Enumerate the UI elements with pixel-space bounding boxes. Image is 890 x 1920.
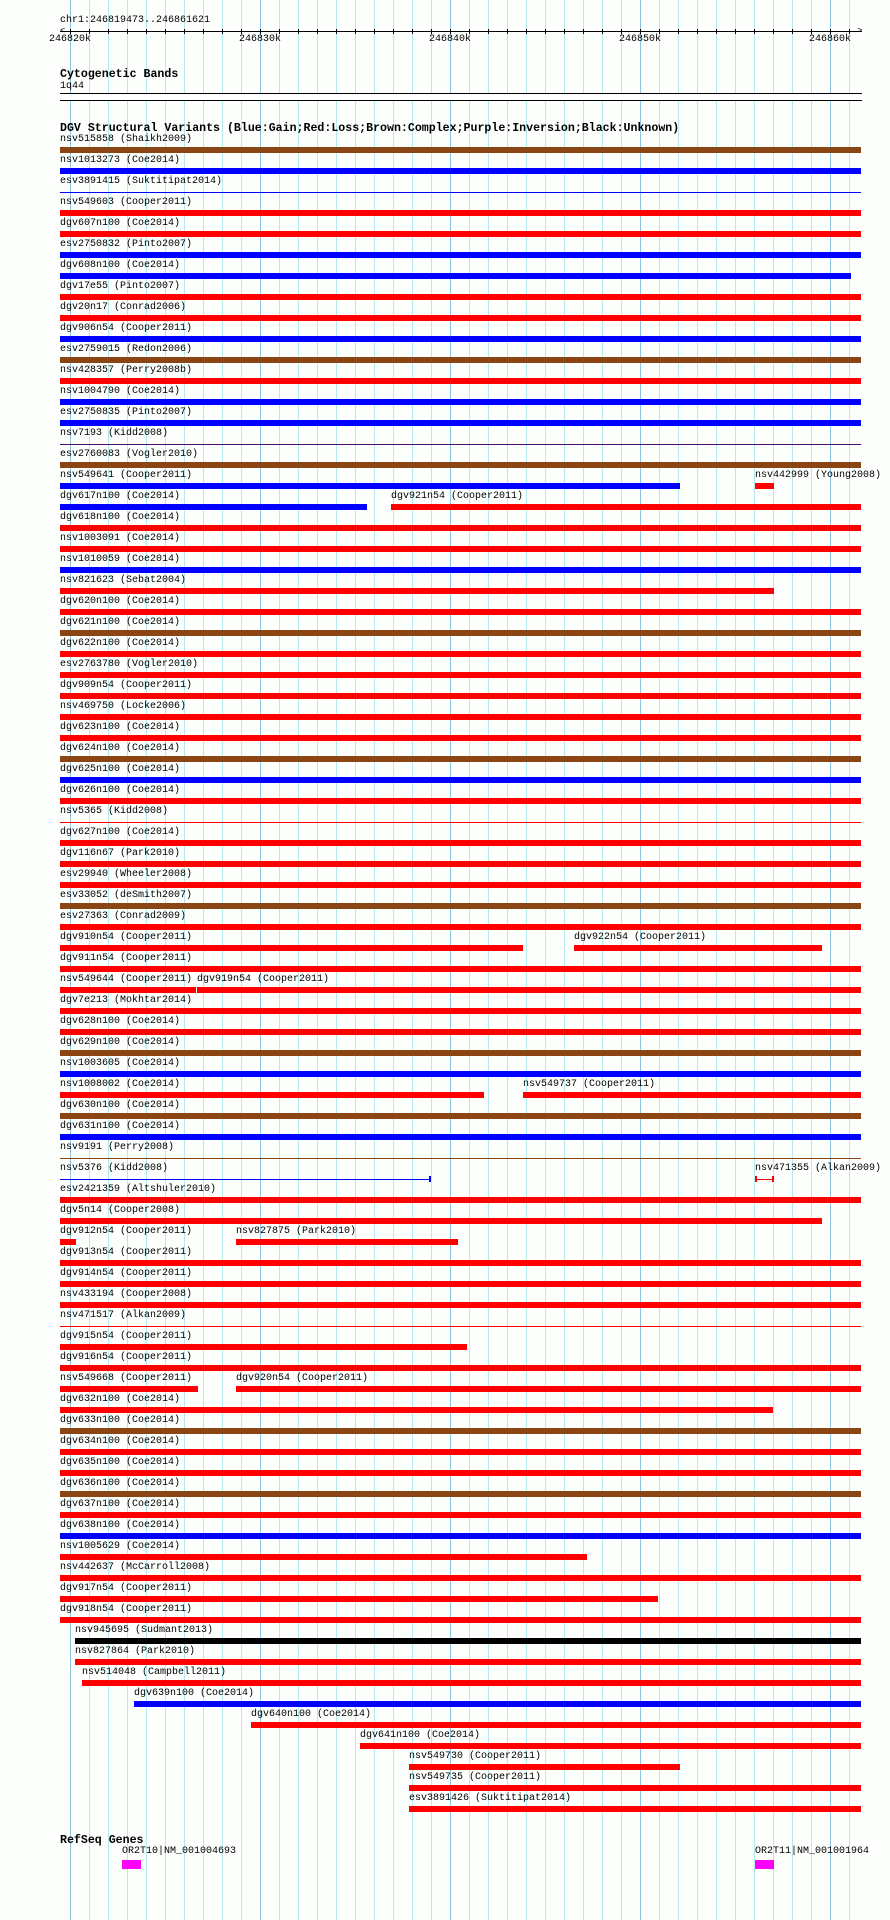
variant-loss-feature[interactable]	[391, 504, 861, 510]
variant-loss-feature[interactable]	[60, 315, 861, 321]
variant-label[interactable]: nsv471517 (Alkan2009)	[60, 1310, 187, 1321]
ruler-tick-label: 246840k	[429, 34, 472, 45]
variant-label[interactable]: esv2760083 (Vogler2010)	[60, 449, 199, 460]
ruler-tick	[507, 29, 508, 34]
variant-loss-feature[interactable]	[60, 546, 861, 552]
ruler-tick	[374, 29, 375, 34]
variant-label[interactable]: nsv549737 (Cooper2011)	[523, 1079, 656, 1090]
ruler-tick	[317, 29, 318, 34]
minor-grid-line	[488, 0, 489, 1920]
variant-loss-feature[interactable]	[60, 1617, 861, 1623]
minor-grid-line	[317, 0, 318, 1920]
variant-loss-feature[interactable]	[75, 1659, 861, 1665]
variant-loss-feature[interactable]	[409, 1806, 861, 1812]
variant-label[interactable]: nsv1008002 (Coe2014)	[60, 1079, 181, 1090]
variant-label[interactable]: dgv919n54 (Cooper2011)	[197, 974, 330, 985]
variant-label[interactable]: nsv9191 (Perry2008)	[60, 1142, 175, 1153]
minor-grid-line	[545, 0, 546, 1920]
feature-end-cap	[772, 1176, 774, 1182]
variant-gain-feature[interactable]	[60, 273, 851, 279]
variant-complex-feature[interactable]	[60, 147, 861, 153]
variant-label[interactable]: esv2421359 (Altshuler2010)	[60, 1184, 217, 1195]
minor-grid-line	[678, 0, 679, 1920]
variant-label[interactable]: dgv921n54 (Cooper2011)	[391, 491, 524, 502]
variant-label[interactable]: esv27363 (Conrad2009)	[60, 911, 187, 922]
ruler-tick	[526, 29, 527, 34]
variant-label[interactable]: dgv627n100 (Coe2014)	[60, 827, 181, 838]
major-grid-line	[640, 0, 641, 1920]
variant-loss-feature[interactable]	[755, 483, 774, 489]
variant-complex-feature[interactable]	[60, 903, 861, 909]
variant-label[interactable]: dgv618n100 (Coe2014)	[60, 512, 181, 523]
variant-label[interactable]: nsv471355 (Alkan2009)	[755, 1163, 882, 1174]
variant-loss-feature[interactable]	[60, 840, 861, 846]
variant-label[interactable]: dgv920n54 (Cooper2011)	[236, 1373, 369, 1384]
variant-loss-feature[interactable]	[60, 882, 861, 888]
ruler-tick	[203, 29, 204, 34]
variant-label[interactable]: dgv607n100 (Coe2014)	[60, 218, 181, 229]
variant-gain-feature[interactable]	[60, 567, 861, 573]
variant-loss-feature[interactable]	[60, 1260, 861, 1266]
variant-gain-feature[interactable]	[60, 1134, 861, 1140]
ruler-tick	[393, 29, 394, 34]
variant-label[interactable]: esv2759015 (Redon2006)	[60, 344, 193, 355]
variant-loss-feature[interactable]	[236, 1386, 861, 1392]
variant-complex-feature[interactable]	[60, 630, 861, 636]
variant-label[interactable]: nsv442999 (Young2008)	[755, 470, 882, 481]
variant-label[interactable]: dgv909n54 (Cooper2011)	[60, 680, 193, 691]
ruler-tick	[697, 29, 698, 34]
variant-loss-feature[interactable]	[574, 945, 822, 951]
variant-loss-feature[interactable]	[523, 1092, 861, 1098]
variant-loss-feature[interactable]	[60, 1386, 198, 1392]
minor-grid-line	[469, 0, 470, 1920]
variant-label[interactable]: dgv914n54 (Cooper2011)	[60, 1268, 193, 1279]
minor-grid-line	[507, 0, 508, 1920]
variant-label[interactable]: dgv922n54 (Cooper2011)	[574, 932, 707, 943]
minor-grid-line	[716, 0, 717, 1920]
variant-label[interactable]: dgv916n54 (Cooper2011)	[60, 1352, 193, 1363]
minor-grid-line	[564, 0, 565, 1920]
variant-loss-feature[interactable]	[60, 1239, 76, 1245]
variant-loss-feature[interactable]	[60, 924, 861, 930]
variant-label[interactable]: nsv549730 (Cooper2011)	[409, 1751, 542, 1762]
variant-loss-feature[interactable]	[60, 609, 861, 615]
variant-label[interactable]: nsv549644 (Cooper2011)	[60, 974, 193, 985]
variant-label[interactable]: dgv621n100 (Coe2014)	[60, 617, 181, 628]
variant-loss-feature[interactable]	[60, 693, 861, 699]
ruler-tick	[412, 29, 413, 34]
minor-grid-line	[393, 0, 394, 1920]
variant-label[interactable]: dgv630n100 (Coe2014)	[60, 1100, 181, 1111]
ruler-tick	[678, 29, 679, 34]
variant-gain-feature[interactable]	[60, 1179, 431, 1180]
minor-grid-line	[602, 0, 603, 1920]
variant-complex-feature[interactable]	[60, 357, 861, 363]
minor-grid-line	[754, 0, 755, 1920]
ruler-tick	[184, 29, 185, 34]
variant-loss-feature[interactable]	[60, 822, 861, 823]
variant-gain-feature[interactable]	[60, 399, 861, 405]
ruler-tick-label: 246820k	[49, 34, 92, 45]
variant-loss-feature[interactable]	[60, 231, 861, 237]
minor-grid-line	[773, 0, 774, 1920]
variant-loss-feature[interactable]	[60, 525, 861, 531]
variant-label[interactable]: nsv549668 (Cooper2011)	[60, 1373, 193, 1384]
cytoband-1q44[interactable]	[60, 93, 862, 101]
variant-label[interactable]: esv29940 (Wheeler2008)	[60, 869, 193, 880]
variant-label[interactable]: dgv639n100 (Coe2014)	[134, 1688, 255, 1699]
variant-label[interactable]: esv2750835 (Pinto2007)	[60, 407, 193, 418]
variant-loss-feature[interactable]	[60, 1008, 861, 1014]
variant-inversion-feature[interactable]	[60, 444, 861, 445]
variant-label[interactable]: dgv913n54 (Cooper2011)	[60, 1247, 193, 1258]
variant-loss-feature[interactable]	[60, 1218, 822, 1224]
variant-label[interactable]: dgv625n100 (Coe2014)	[60, 764, 181, 775]
variant-label[interactable]: nsv549603 (Cooper2011)	[60, 197, 193, 208]
variant-loss-feature[interactable]	[60, 861, 861, 867]
variant-label[interactable]: nsv827864 (Park2010)	[75, 1646, 196, 1657]
variant-complex-feature[interactable]	[60, 756, 861, 762]
cytoband-track-title: Cytogenetic Bands	[60, 68, 179, 81]
variant-loss-feature[interactable]	[60, 672, 861, 678]
minor-grid-line	[849, 0, 850, 1920]
variant-label[interactable]: dgv631n100 (Coe2014)	[60, 1121, 181, 1132]
variant-loss-feature[interactable]	[60, 945, 523, 951]
variant-loss-feature[interactable]	[251, 1722, 861, 1728]
variant-loss-feature[interactable]	[197, 987, 861, 993]
variant-loss-feature[interactable]	[60, 1449, 861, 1455]
variant-label[interactable]: dgv608n100 (Coe2014)	[60, 260, 181, 271]
ruler-tick-label: 246860k	[809, 34, 852, 45]
variant-label[interactable]: dgv637n100 (Coe2014)	[60, 1499, 181, 1510]
variant-label[interactable]: dgv633n100 (Coe2014)	[60, 1415, 181, 1426]
variant-label[interactable]: dgv7e213 (Mokhtar2014)	[60, 995, 193, 1006]
variant-label[interactable]: dgv617n100 (Coe2014)	[60, 491, 181, 502]
variant-loss-feature[interactable]	[60, 1596, 658, 1602]
variant-loss-feature[interactable]	[60, 1092, 484, 1098]
variant-label[interactable]: nsv1010059 (Coe2014)	[60, 554, 181, 565]
major-grid-line	[450, 0, 451, 1920]
feature-start-cap	[755, 1176, 757, 1182]
variant-complex-feature[interactable]	[60, 1113, 861, 1119]
ruler-tick	[108, 29, 109, 34]
minor-grid-line	[241, 0, 242, 1920]
variant-label[interactable]: dgv626n100 (Coe2014)	[60, 785, 181, 796]
variant-label[interactable]: dgv629n100 (Coe2014)	[60, 1037, 181, 1048]
variant-label[interactable]: dgv912n54 (Cooper2011)	[60, 1226, 193, 1237]
variant-label[interactable]: dgv634n100 (Coe2014)	[60, 1436, 181, 1447]
variant-gain-feature[interactable]	[134, 1701, 861, 1707]
major-grid-line	[830, 0, 831, 1920]
variant-label[interactable]: dgv5n14 (Cooper2008)	[60, 1205, 181, 1216]
variant-loss-feature[interactable]	[60, 735, 861, 741]
variant-label[interactable]: nsv433194 (Cooper2008)	[60, 1289, 193, 1300]
variant-label[interactable]: nsv5376 (Kidd2008)	[60, 1163, 169, 1174]
variant-label[interactable]: nsv945695 (Sudmant2013)	[75, 1625, 214, 1636]
variant-label[interactable]: esv33052 (deSmith2007)	[60, 890, 193, 901]
ruler-tick	[165, 29, 166, 34]
minor-grid-line	[374, 0, 375, 1920]
variant-loss-feature[interactable]	[60, 588, 774, 594]
minor-grid-line	[735, 0, 736, 1920]
variant-complex-feature[interactable]	[60, 1158, 861, 1159]
variant-label[interactable]: dgv620n100 (Coe2014)	[60, 596, 181, 607]
ruler-tick	[716, 29, 717, 34]
ruler-tick	[564, 29, 565, 34]
variant-gain-feature[interactable]	[60, 420, 861, 426]
gene-feature[interactable]	[755, 1860, 774, 1869]
variant-label[interactable]: dgv636n100 (Coe2014)	[60, 1478, 181, 1489]
cytoband-label: 1q44	[60, 81, 85, 92]
variant-label[interactable]: dgv628n100 (Coe2014)	[60, 1016, 181, 1027]
variant-loss-feature[interactable]	[60, 1326, 861, 1327]
minor-grid-line	[697, 0, 698, 1920]
minor-grid-line	[583, 0, 584, 1920]
ruler-tick	[545, 29, 546, 34]
dgv-track-title: DGV Structural Variants (Blue:Gain;Red:Loss;Brown:Complex;Purple:Inversion;Black:Unknown)	[60, 122, 680, 135]
variant-label[interactable]: dgv640n100 (Coe2014)	[251, 1709, 372, 1720]
refseq-track-title: RefSeq Genes	[60, 1834, 144, 1847]
variant-label[interactable]: nsv827875 (Park2010)	[236, 1226, 357, 1237]
variant-label[interactable]: dgv917n54 (Cooper2011)	[60, 1583, 193, 1594]
variant-loss-feature[interactable]	[60, 798, 861, 804]
variant-complex-feature[interactable]	[60, 1428, 861, 1434]
minor-grid-line	[792, 0, 793, 1920]
variant-label[interactable]: nsv442637 (McCarroll2008)	[60, 1562, 211, 1573]
gene-feature[interactable]	[122, 1860, 141, 1869]
variant-loss-feature[interactable]	[60, 378, 861, 384]
variant-label[interactable]: nsv1004790 (Coe2014)	[60, 386, 181, 397]
variant-loss-feature[interactable]	[60, 1512, 861, 1518]
minor-grid-line	[222, 0, 223, 1920]
variant-complex-feature[interactable]	[60, 462, 861, 468]
minor-grid-line	[336, 0, 337, 1920]
variant-unknown-feature[interactable]	[75, 1638, 861, 1644]
variant-label[interactable]: dgv20n17 (Conrad2006)	[60, 302, 187, 313]
ruler-axis	[60, 31, 862, 32]
variant-loss-feature[interactable]	[60, 1554, 587, 1560]
variant-label[interactable]: dgv911n54 (Cooper2011)	[60, 953, 193, 964]
ruler-tick-label: 246830k	[239, 34, 282, 45]
variant-label[interactable]: esv3891426 (Suktitipat2014)	[409, 1793, 572, 1804]
minor-grid-line	[412, 0, 413, 1920]
ruler-tick	[792, 29, 793, 34]
variant-label[interactable]: nsv1003091 (Coe2014)	[60, 533, 181, 544]
variant-label[interactable]: nsv5365 (Kidd2008)	[60, 806, 169, 817]
variant-gain-feature[interactable]	[60, 1071, 861, 1077]
ruler-tick	[602, 29, 603, 34]
variant-loss-feature[interactable]	[60, 1365, 861, 1371]
gene-label[interactable]: OR2T11|NM_001001964	[755, 1846, 870, 1857]
minor-grid-line	[526, 0, 527, 1920]
ruler-tick	[298, 29, 299, 34]
variant-loss-feature[interactable]	[82, 1680, 861, 1686]
variant-label[interactable]: nsv7193 (Kidd2008)	[60, 428, 169, 439]
minor-grid-line	[621, 0, 622, 1920]
variant-loss-feature[interactable]	[60, 987, 196, 993]
variant-loss-feature[interactable]	[60, 651, 861, 657]
gene-label[interactable]: OR2T10|NM_001004693	[122, 1846, 237, 1857]
variant-complex-feature[interactable]	[60, 1050, 861, 1056]
variant-label[interactable]: dgv632n100 (Coe2014)	[60, 1394, 181, 1405]
variant-label[interactable]: nsv469750 (Locke2006)	[60, 701, 187, 712]
ruler-tick	[222, 29, 223, 34]
variant-loss-feature[interactable]	[60, 1197, 861, 1203]
ruler-tick	[127, 29, 128, 34]
variant-loss-feature[interactable]	[236, 1239, 458, 1245]
variant-loss-feature[interactable]	[60, 1407, 773, 1413]
ruler-tick	[773, 29, 774, 34]
ruler-tick-label: 246850k	[619, 34, 662, 45]
ruler-tick	[754, 29, 755, 34]
variant-label[interactable]: nsv1003605 (Coe2014)	[60, 1058, 181, 1069]
variant-gain-feature[interactable]	[60, 192, 861, 193]
variant-loss-feature[interactable]	[60, 966, 861, 972]
variant-label[interactable]: dgv910n54 (Cooper2011)	[60, 932, 193, 943]
variant-loss-feature[interactable]	[60, 1281, 861, 1287]
variant-label[interactable]: nsv549641 (Cooper2011)	[60, 470, 193, 481]
variant-complex-feature[interactable]	[60, 1491, 861, 1497]
minor-grid-line	[811, 0, 812, 1920]
variant-gain-feature[interactable]	[60, 252, 861, 258]
variant-loss-feature[interactable]	[60, 1575, 861, 1581]
variant-gain-feature[interactable]	[60, 336, 861, 342]
variant-label[interactable]: dgv906n54 (Cooper2011)	[60, 323, 193, 334]
ruler-tick	[146, 29, 147, 34]
variant-loss-feature[interactable]	[60, 1302, 861, 1308]
variant-loss-feature[interactable]	[60, 1344, 467, 1350]
variant-gain-feature[interactable]	[60, 483, 680, 489]
ruler-tick	[488, 29, 489, 34]
minor-grid-line	[298, 0, 299, 1920]
variant-gain-feature[interactable]	[60, 1533, 861, 1539]
variant-loss-feature[interactable]	[409, 1764, 680, 1770]
variant-loss-feature[interactable]	[60, 294, 861, 300]
variant-gain-feature[interactable]	[60, 504, 367, 510]
left-arrow-icon: <	[60, 26, 66, 36]
variant-gain-feature[interactable]	[60, 777, 861, 783]
minor-grid-line	[279, 0, 280, 1920]
ruler-tick	[583, 29, 584, 34]
variant-label[interactable]: nsv1013273 (Coe2014)	[60, 155, 181, 166]
variant-label[interactable]: nsv428357 (Perry2008b)	[60, 365, 193, 376]
variant-gain-feature[interactable]	[60, 168, 861, 174]
variant-label[interactable]: dgv641n100 (Coe2014)	[360, 1730, 481, 1741]
variant-label[interactable]: dgv116n67 (Park2010)	[60, 848, 181, 859]
variant-label[interactable]: esv2763780 (Vogler2010)	[60, 659, 199, 670]
variant-loss-feature[interactable]	[360, 1743, 861, 1749]
right-arrow-icon: >	[857, 26, 863, 36]
minor-grid-line	[355, 0, 356, 1920]
variant-loss-feature[interactable]	[60, 210, 861, 216]
variant-label[interactable]: dgv623n100 (Coe2014)	[60, 722, 181, 733]
variant-label[interactable]: dgv635n100 (Coe2014)	[60, 1457, 181, 1468]
variant-label[interactable]: esv2750832 (Pinto2007)	[60, 239, 193, 250]
variant-loss-feature[interactable]	[60, 1470, 861, 1476]
minor-grid-line	[659, 0, 660, 1920]
variant-label[interactable]: dgv622n100 (Coe2014)	[60, 638, 181, 649]
variant-label[interactable]: dgv915n54 (Cooper2011)	[60, 1331, 193, 1342]
variant-label[interactable]: dgv918n54 (Cooper2011)	[60, 1604, 193, 1615]
variant-label[interactable]: nsv1005629 (Coe2014)	[60, 1541, 181, 1552]
feature-end-cap	[429, 1176, 431, 1182]
major-grid-line	[260, 0, 261, 1920]
variant-label[interactable]: nsv514048 (Campbell2011)	[82, 1667, 227, 1678]
ruler-tick	[735, 29, 736, 34]
variant-label[interactable]: dgv17e55 (Pinto2007)	[60, 281, 181, 292]
variant-label[interactable]: nsv515858 (Shaikh2009)	[60, 134, 193, 145]
variant-loss-feature[interactable]	[60, 714, 861, 720]
ruler-tick	[355, 29, 356, 34]
variant-label[interactable]: nsv821623 (Sebat2004)	[60, 575, 187, 586]
range-label: chr1:246819473..246861621	[60, 15, 211, 26]
variant-loss-feature[interactable]	[60, 1029, 861, 1035]
variant-label[interactable]: dgv638n100 (Coe2014)	[60, 1520, 181, 1531]
minor-grid-line	[431, 0, 432, 1920]
variant-loss-feature[interactable]	[409, 1785, 861, 1791]
variant-label[interactable]: esv3891415 (Suktitipat2014)	[60, 176, 223, 187]
variant-label[interactable]: nsv549735 (Cooper2011)	[409, 1772, 542, 1783]
ruler-tick	[336, 29, 337, 34]
variant-label[interactable]: dgv624n100 (Coe2014)	[60, 743, 181, 754]
